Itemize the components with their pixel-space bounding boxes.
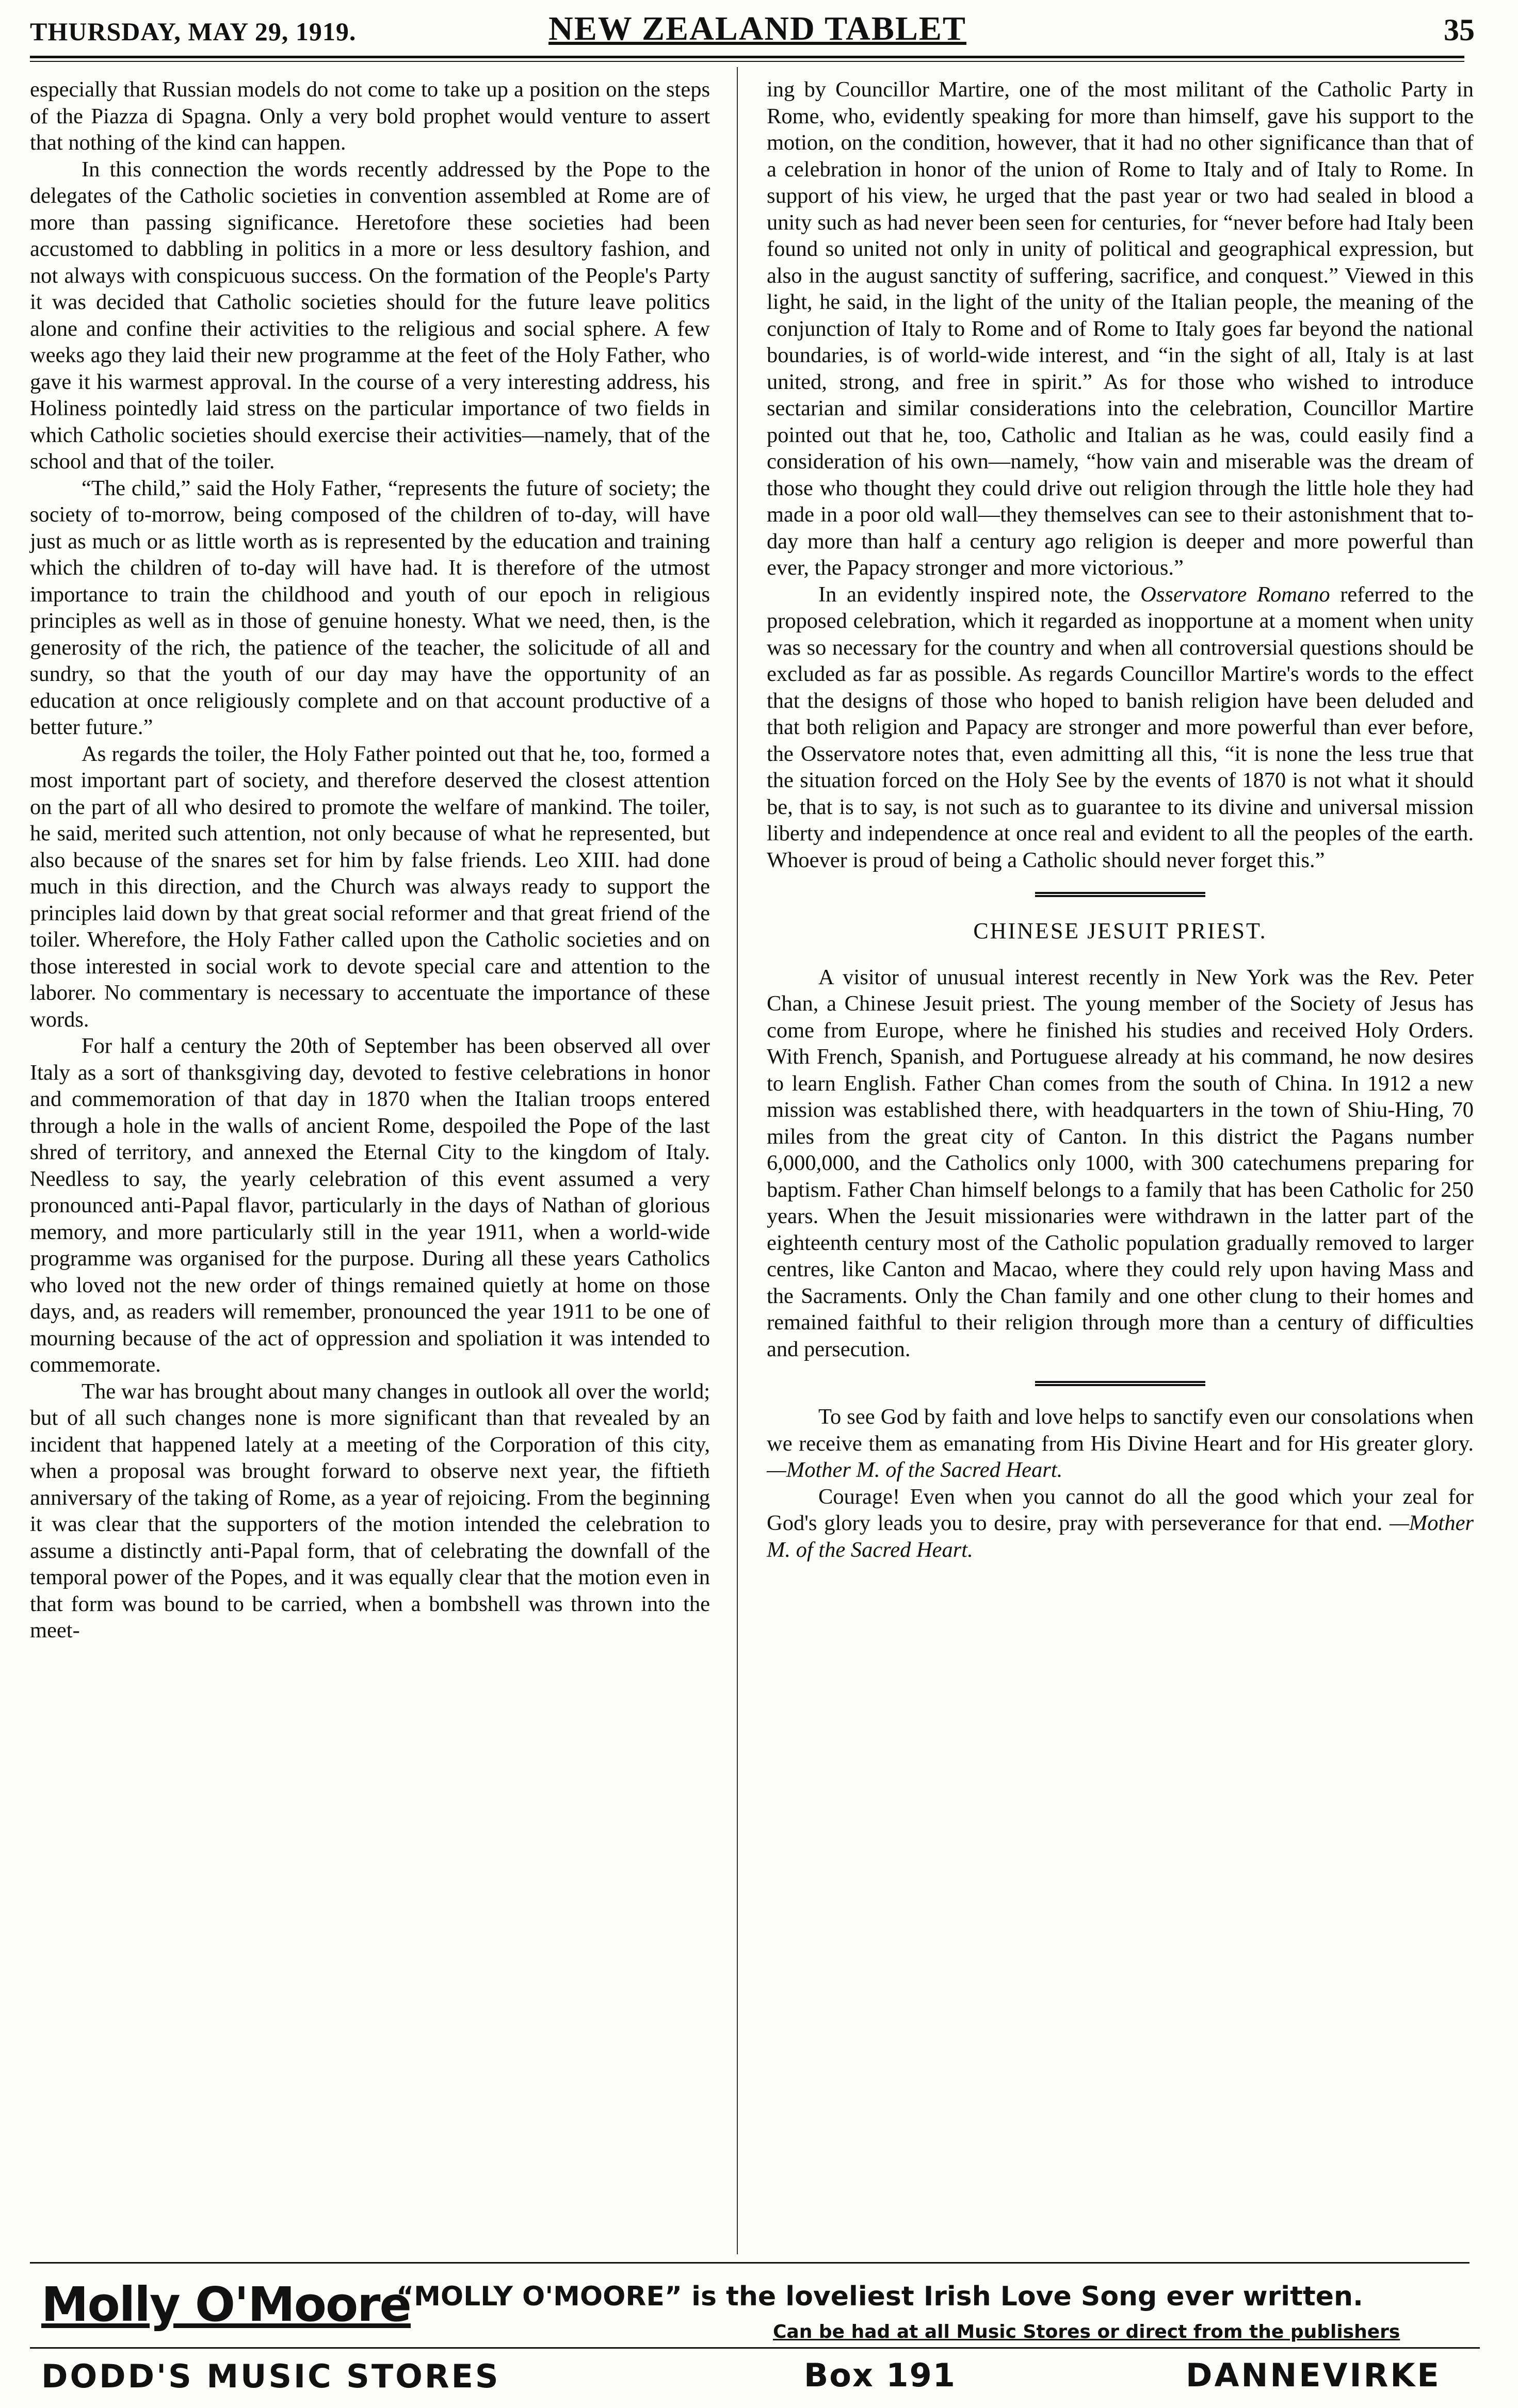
article-heading: CHINESE JESUIT PRIEST. <box>973 918 1267 943</box>
issue-date: THURSDAY, MAY 29, 1919. <box>30 17 357 46</box>
ad-availability: Can be had at all Music Stores or direct from the publishers <box>773 2321 1400 2342</box>
quote-text: To see God by faith and love helps to sanctify even our consolations when we receive them as emanating from His Divine Heart and for His greater glory. <box>767 1405 1474 1456</box>
ad-divider <box>30 2347 1480 2349</box>
left-column <box>30 76 710 1644</box>
advertisement <box>30 2270 1480 2404</box>
ad-song-title: Molly O'Moore <box>41 2277 411 2332</box>
ad-box-number: Box 191 <box>804 2356 956 2394</box>
quote-text: Courage! Even when you cannot do all the good which your zeal for God's glory leads you to desire, pray with perseverance for that end. <box>767 1484 1474 1535</box>
paragraph: A visitor of unusual interest recently in New York was the Rev. Peter Chan, a Chinese Jesuit priest. The young member of the Society of Jesus has come from Europe, where he finished his studies and received Holy Orders. With French, Spanish, and Portuguese already at his command, he now desires to learn English. Father Chan comes from the south of China. In 1912 a new mission was established there, with headquarters in the town of Shiu-Hing, 70 miles from the great city of Canton. In this district the Pagans number 6,000,000, and the Catholics only 1000, with 300 catechumens preparing for baptism. Father Chan himself belongs to a family that has been Catholic for 250 years. When the Jesuit missionaries were withdrawn in the latter part of the eighteenth century most of the Catholic population gradually removed to larger centres, like Canton and Macao, where they could rely upon having Mass and the Sacraments. Only the Chan family and one other clung to their homes and remained faithful to their religion through more than a century of difficulties and persecution. <box>767 965 1474 1361</box>
masthead-title: NEW ZEALAND TABLET <box>548 10 966 47</box>
section-divider <box>1035 892 1205 897</box>
paragraph: As regards the toiler, the Holy Father pointed out that he, too, formed a most important part of society, and therefore deserved the closest attention on the part of all who desired to promote the welfare of mankind. The toiler, he said, merited such attention, not only because of what he represented, but also because of the snares set for him by false friends. Leo XIII. had done much in this direction, and the Church was always ready to support the principles laid down by that great social reformer and that great friend of the toiler. Wherefore, the Holy Father called upon the Catholic societies and on those interested in social work to devote special care and attention to the laborer. No commentary is necessary to accentuate the importance of these words. <box>30 741 710 1032</box>
header-rule <box>30 56 1464 58</box>
quote-attribution: —Mother M. of the Sacred Heart. <box>767 1511 1474 1562</box>
paragraph-body: referred to the proposed celebration, which it regarded as inopportune at a moment when unity was so necessary for the country and when all controversial questions should be excluded as far as possible. As regards Councillor Martire's words to the effect that the designs of those who hoped to banish religion have been deluded and that both religion and Papacy are stronger and more powerful than ever before, the Osservatore notes that, even admitting all this, “it is none the less true that the situation forced on the Holy See by the events of 1870 is not what it should be, that is to say, is not such as to guarantee to its divine and universal mission liberty and independence at once real and evident to all the peoples of the earth. Whoever is proud of being a Catholic should never forget this.” <box>767 582 1474 872</box>
footer-rule <box>30 2262 1469 2264</box>
right-column <box>767 76 1474 1563</box>
publication-name: Osservatore Romano <box>1140 582 1330 607</box>
quote <box>767 1484 1474 1564</box>
paragraph: especially that Russian models do not come to take up a position on the steps of the Piazza di Spagna. Only a very bold prophet would venture to assert that nothing of the kind can happen. <box>30 77 710 155</box>
ad-tagline: “MOLLY O'MOORE” is the loveliest Irish Love Song ever written. <box>396 2281 1363 2312</box>
paragraph: For half a century the 20th of September has been observed all over Italy as a sort of thanksgiving day, devoted to festive celebrations in honor and commemoration of that day in 1870 when the Italian troops entered through a hole in the walls of ancient Rome, despoiled the Pope of the last shred of territory, and annexed the Eternal City to the kingdom of Italy. Needless to say, the yearly celebration of this event assumed a very pronounced anti-Papal flavor, particularly in the days of Nathan of glorious memory, and more particularly still in the year 1911, when a world-wide programme was organised for the purpose. During all these years Catholics who loved not the new order of things remained quietly at home on those days, and, as readers will remember, pronounced the year 1911 to be one of mourning because of the act of oppression and spoliation it was intended to commemorate. <box>30 1034 710 1377</box>
page-header <box>30 7 1485 57</box>
quote-attribution: —Mother M. of the Sacred Heart. <box>767 1458 1063 1482</box>
paragraph-lead: In an evidently inspired note, the <box>818 582 1141 607</box>
section-divider <box>1035 1381 1205 1386</box>
quote <box>767 1404 1474 1484</box>
paragraph: The war has brought about many changes in outlook all over the world; but of all such changes none is more significant than that revealed by an incident that happened lately at a meeting of the Corporation of this city, when a proposal was brought forward to observe next year, the fiftieth anniversary of the taking of Rome, as a year of rejoicing. From the beginning it was clear that the supporters of the motion intended the celebration to assume a distinctly anti-Papal form, that of celebrating the downfall of the temporal power of the Popes, and it was equally clear that the motion even in that form was bound to be carried, when a bombshell was thrown into the meet- <box>30 1379 710 1642</box>
paragraph: “The child,” said the Holy Father, “represents the future of society; the society of to-morrow, being composed of the children of to-day, will have just as much or as little worth as is represented by the education and training which the children of to-day will have had. It is therefore of the utmost importance to train the childhood and youth of our epoch in religious principles as well as in those of genuine honesty. What we need, then, is the generosity of the rich, the patience of the teacher, the solicitude of all and sundry, so that the youth of our day may have the opportunity of an education at once religiously complete and on that account productive of a better future.” <box>30 476 710 739</box>
header-rule-thin <box>30 61 1464 62</box>
ad-store-name: DODD'S MUSIC STORES <box>41 2357 500 2395</box>
paragraph: In this connection the words recently addressed by the Pope to the delegates of the Catholic societies in convention assembled at Rome are of more than passing significance. Heretofore these societies had been accustomed to dabbling in politics in a more or less desultory fashion, and not always with conspicuous success. On the formation of the People's Party it was decided that Catholic societies should for the future leave politics alone and confine their activities to the religious and social sphere. A few weeks ago they laid their new programme at the feet of the Holy Father, who gave it his warmest approval. In the course of a very interesting address, his Holiness pointedly laid stress on the particular importance of two fields in which Catholic societies should exercise their activities—namely, that of the school and that of the toiler. <box>30 157 710 474</box>
ad-town: DANNEVIRKE <box>1186 2356 1441 2394</box>
paragraph <box>767 581 1474 874</box>
paragraph: ing by Councillor Martire, one of the most militant of the Catholic Party in Rome, who, evidently speaking for more than himself, gave his support to the motion, on the condition, however, that it had no other significance than that of a celebration in honor of the union of Rome to Italy and of Italy to Rome. In support of his view, he urged that the past year or two had sealed in blood a unity such as had never been seen for centuries, for “never before had Italy been found so united not only in unity of political and geographical expression, but also in the august sanctity of suffering, sacrifice, and conquest.” Viewed in this light, he said, in the light of the unity of the Italian people, the meaning of the conjunction of Italy to Rome and of Rome to Italy goes far beyond the national boundaries, is of world-wide interest, and “in the sight of all, Italy is at last united, strong, and free in spirit.” As for those who wished to introduce sectarian and similar considerations into the celebration, Councillor Martire pointed out that he, too, Catholic and Italian as he was, could easily find a consideration of his own—namely, “how vain and miserable was the dream of those who thought they could drive out religion through the little hole they had made in a poor old wall—they themselves can see to their astonishment that to-day more than half a century ago religion is deeper and more powerful than ever, the Papacy stronger and more victorious.” <box>767 77 1474 580</box>
page-number: 35 <box>1444 13 1475 47</box>
column-divider <box>737 67 738 2254</box>
